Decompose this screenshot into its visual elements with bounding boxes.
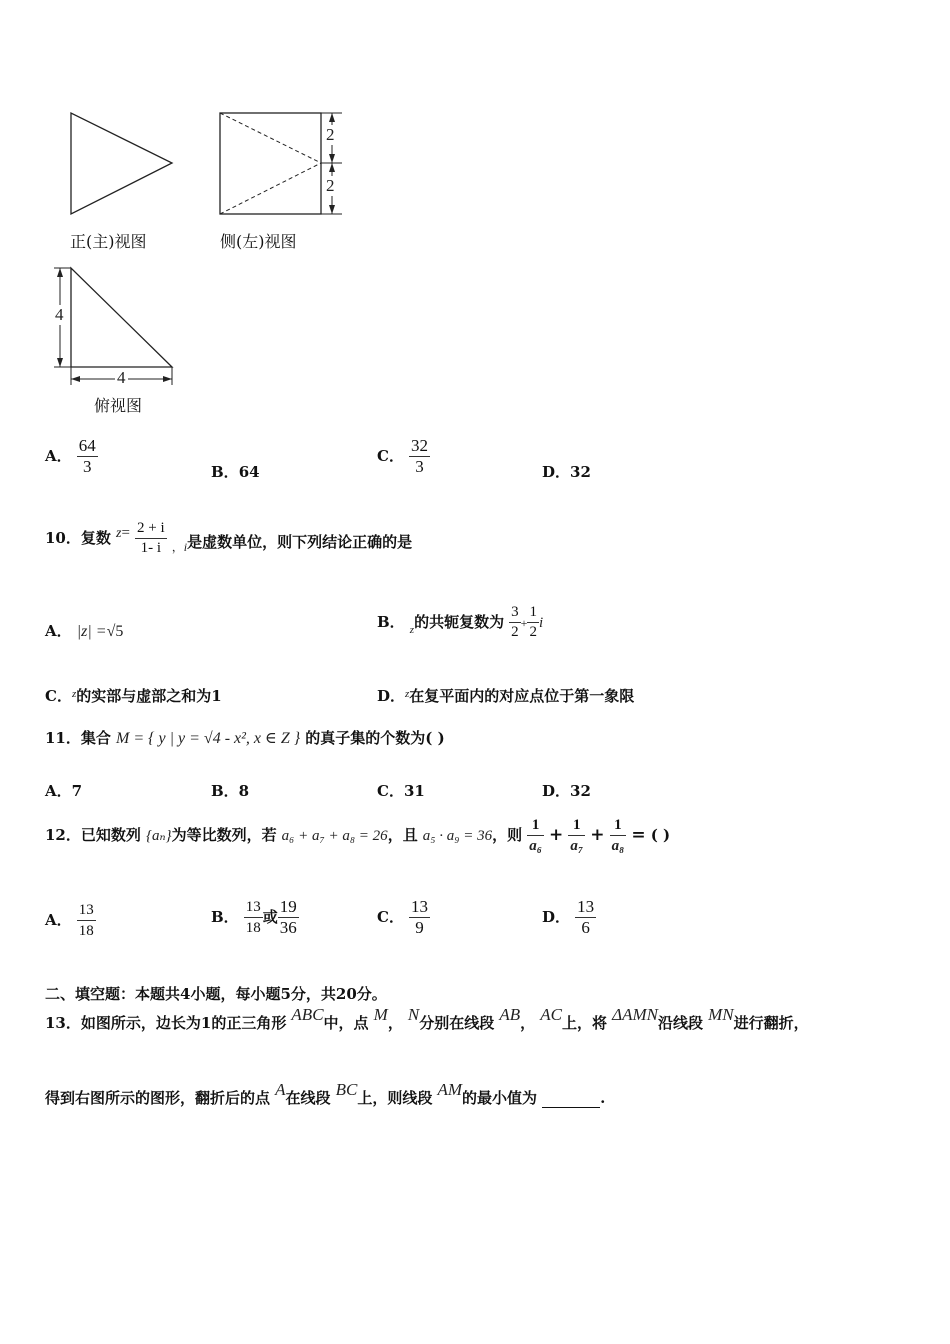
- side-dim-lower-label: 2: [326, 176, 335, 195]
- top-dim-vertical-label: 4: [55, 305, 64, 324]
- q9-option-b[interactable]: B．64: [211, 463, 260, 481]
- side-view-square: [220, 113, 321, 214]
- q10-option-a[interactable]: A． |z| =√5: [45, 622, 124, 640]
- section-title: 二、填空题：本题共4小题，每小题5分，共20分。: [45, 985, 387, 1003]
- q10-option-c[interactable]: C．$^z$的实部与虚部之和为1: [45, 687, 222, 705]
- top-dim-horizontal-label: 4: [117, 368, 126, 387]
- fraction: $\frac{64}{3}$: [78, 436, 96, 476]
- side-view-hidden-edge-upper: [220, 113, 321, 163]
- q12-stem: 12．已知数列 {aₙ}为等比数列，若 a₆ + a₇ + a₈ = 26，且 a₅ · a₉ = 36，则 $\frac{1}{\text{a₆}}$ + $\frac{1}{\text{a₇}}$ + $\frac{1}{\text{a₈}}$ = ( ): [45, 817, 671, 854]
- top-view-caption: 俯视图: [94, 396, 143, 415]
- q13-line-2: 得到右图所示的图形，翻折后的点 A在线段 BC上，则线段 AM的最小值为 .: [45, 1080, 606, 1107]
- q10-option-d[interactable]: D．$^z$在复平面内的对应点位于第一象限: [377, 687, 635, 705]
- fraction: $\frac{32}{3}$: [411, 436, 429, 476]
- q9-option-a[interactable]: [45, 436, 98, 477]
- q13-line-1: 13．如图所示，边长为1的正三角形 ABC中，点 M， N分别在线段 AB， AC上，将 ΔAMN沿线段 MN进行翻折，: [45, 1005, 809, 1032]
- q11-stem: 11．集合 M = { y | y = √4 - x², x ∈ Z } 的真子集的个数为( ): [45, 729, 445, 747]
- q12-option-c[interactable]: C． $\frac{13}{9}$: [377, 897, 429, 937]
- q10-option-b[interactable]: B． $_z$的共轭复数为 $\frac{3}{2}$ + $\frac{1}{2}$ i: [377, 604, 544, 640]
- answer-blank[interactable]: [542, 1093, 600, 1108]
- front-view-caption: 正(主)视图: [70, 232, 147, 251]
- set-expression: M = { y | y = √4 - x², x ∈ Z }: [115, 730, 301, 747]
- q11-option-d[interactable]: D．32: [542, 782, 591, 800]
- q11-option-b[interactable]: B．8: [211, 782, 250, 800]
- side-view-hidden-edge-lower: [220, 163, 321, 214]
- q9-option-c[interactable]: C． $\frac{32}{3}$: [377, 436, 429, 476]
- q12-option-a[interactable]: A． $\frac{13}{18}$: [45, 902, 94, 939]
- front-view-triangle: [71, 113, 172, 214]
- side-view-caption: 侧(左)视图: [220, 232, 297, 251]
- q11-option-a[interactable]: A．7: [45, 782, 83, 800]
- side-dim-upper-label: 2: [326, 125, 335, 144]
- q12-option-b[interactable]: B． $\frac{13}{18}$ 或 $\frac{19}{36}$: [211, 897, 297, 937]
- q12-option-d[interactable]: D． $\frac{13}{6}$: [542, 897, 595, 937]
- q10-stem: 10．复数 z= $\frac{2 + i}{1- i}$ $_{,i}$是虚数单位，则下列结论正确的是: [45, 520, 413, 556]
- option-label: A．: [45, 447, 72, 465]
- top-view-triangle: [71, 268, 172, 367]
- fraction: $\frac{2 + i}{1- i}$: [137, 520, 165, 556]
- q9-option-d[interactable]: D．32: [542, 463, 591, 481]
- q11-option-c[interactable]: C．31: [377, 782, 425, 800]
